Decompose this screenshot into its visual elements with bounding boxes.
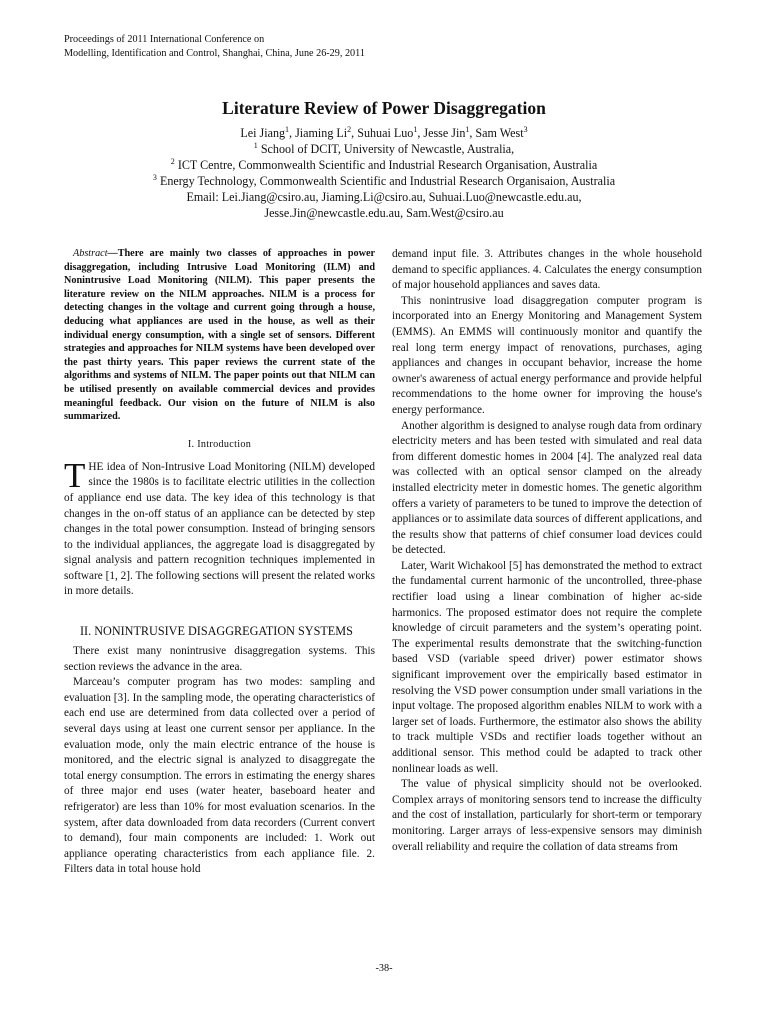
affiliation-number: 2 — [170, 156, 175, 166]
email-line-2: Jesse.Jin@newcastle.edu.au, Sam.West@csiro.au — [264, 206, 504, 220]
right-column — [392, 247, 702, 855]
author-affiliation-mark: 2 — [347, 124, 352, 134]
affiliation-number: 1 — [253, 140, 258, 150]
body-paragraph: The value of physical simplicity should not be overlooked. Complex arrays of monitoring sensors tend to increase the difficulty and the cost of installation, particularly for short-term or temporary monitoring. Larger arrays of less-expensive sensors may diminish overall reliability and require the collation of data streams from — [392, 778, 702, 853]
author-affiliation-mark: 1 — [465, 124, 470, 134]
paper-title: Literature Review of Power Disaggregation — [222, 98, 546, 118]
author-affiliation-mark: 1 — [413, 124, 418, 134]
section-heading-introduction: I. Introduction — [187, 438, 252, 450]
abstract-label: Abstract — [73, 248, 108, 259]
intro-text: HE idea of Non-Intrusive Load Monitoring (NILM) developed since the 1980s is to facilitate electric utilities in the collection of appliance end use data. The key idea of this technology is that changes in the on-off status of an appliance can be detected by step changes in the total power consumption. Instead of bringing sensors to the individual appliances, the aggregate load is disaggregated by signal analysis and pattern recognition techniques implemented in software [1, 2]. The following sections will present the related works in more details. — [64, 460, 375, 598]
body-paragraph: There exist many nonintrusive disaggregation systems. This section reviews the advance in the area. — [64, 645, 375, 673]
email-line-1: Email: Lei.Jiang@csiro.au, Jiaming.Li@csiro.au, Suhuai.Luo@newcastle.edu.au, — [186, 190, 582, 204]
author-affiliation-mark: 1 — [285, 124, 290, 134]
abstract — [64, 247, 375, 424]
author-affiliation-mark: 3 — [523, 124, 528, 134]
intro-paragraph — [64, 455, 375, 600]
author-name: Suhuai Luo — [357, 126, 414, 140]
affiliation-line — [0, 157, 768, 173]
affiliation-text: Energy Technology, Commonwealth Scientific and Industrial Research Organisaion, Australia — [159, 174, 616, 188]
drop-cap: T — [64, 455, 86, 495]
body-paragraph: Marceau’s computer program has two modes: sampling and evaluation [3]. In the sampling mode, the operating characteristics of each end use are determined from data collected over a period of several days using at least one current sensor per appliance. In the evaluation mode, only the main electric entrance of the house is monitored, and the electric signal is analyzed to disaggregate the total energy consumption. The errors in estimating the energy shares of three major end uses (water heater, baseboard heater and refrigerator) are less than 10% for most evaluation scenarios. In the system, after data downloaded from data recorders (Current convert to demand), four main components are included: 1. Work out appliance operating characteristics from each appliance file. 2. Filters data in total house hold — [64, 676, 375, 876]
body-paragraph: This nonintrusive load disaggregation computer program is incorporated into an Energy Monitoring and Management System (EMMS). An EMMS will continuously monitor and quantify the real long term energy impact of renovations, purchases, aging appliances and changes in occupant behavior, increase the home owner's awareness of actual energy performance and provide helpful recommendations to the home owner for improving the house's energy performance. — [392, 294, 702, 416]
proceedings-header — [64, 33, 484, 61]
proceedings-line-2: Modelling, Identification and Control, Shanghai, China, June 26-29, 2011 — [64, 48, 365, 59]
author-name: Lei Jiang — [240, 126, 286, 140]
section-heading-nilm: II. NONINTRUSIVE DISAGGREGATION SYSTEMS — [80, 624, 353, 639]
author-block — [0, 125, 768, 221]
affiliation-number: 3 — [152, 172, 157, 182]
author-name: Sam West — [475, 126, 524, 140]
body-paragraph: Later, Warit Wichakool [5] has demonstrated the method to extract the fundamental current harmonic of the uncontrolled, three-phase rectifier load using a linear combination of higher ac-side harmonics. The proposed estimator does not require the complete knowledge of circuit parameters and the system’s operating point. The experimental results demonstrate that the switching-function based VSD (variable speed driver) power estimator shows significant improvement over the empirically based estimator in resolving the VSD power consumption under small variations in the input voltage. The proposed algorithm enables NILM to work with a larger set of loads. Furthermore, the estimator also shows the ability to track multiple VSDs and rectifier loads together without an additional sensor. This method could be adapted to track other nonlinear loads as well. — [392, 559, 702, 775]
author-line: Lei Jiang$^1$, Jiaming Li$^2$, Suhuai Luo$^1$, Jesse Jin$^1$, Sam West$^3$ — [240, 124, 528, 140]
author-name: Jiaming Li — [295, 126, 348, 140]
author-name: Jesse Jin — [423, 126, 466, 140]
proceedings-line-1: Proceedings of 2011 International Conference on — [64, 34, 265, 45]
page-number: -38- — [375, 963, 393, 974]
abstract-text: —There are mainly two classes of approaches in power disaggregation, including Intrusive Load Monitoring (ILM) and Nonintrusive Load Monitoring (NILM). This paper presents the literature review on the NILM approaches. NILM is a process for detecting changes in the voltage and current going through a house, deducing what appliances are used in the house, as well as their individual energy consumption, with a single set of sensors. Different strategies and approaches for NILM systems have been developed over the past thirty years. This paper reviews the current state of the algorithms and systems of NILM. The paper points out that NILM can be utilised presently on available commercial devices and provides meaningful feedback. Our vision on the future of NILM is also summarized. — [64, 248, 375, 423]
affiliation-line — [0, 141, 768, 157]
body-paragraph: demand input file. 3. Attributes changes in the whole household demand to specific appliances. 4. Calculates the energy consumption of major household appliances and saves data. — [392, 248, 702, 292]
affiliation-line — [0, 173, 768, 189]
affiliation-text: ICT Centre, Commonwealth Scientific and Industrial Research Organisation, Australia — [177, 158, 598, 172]
left-column — [64, 247, 375, 878]
affiliation-text: School of DCIT, University of Newcastle, Australia, — [260, 142, 515, 156]
body-paragraph: Another algorithm is designed to analyse rough data from ordinary electricity meters and has been tested with simulated and real data from different domestic homes in 2004 [4]. The analyzed real data was collected with an optical sensor clamped on the already installed electricity meter in domestic homes. The genetic algorithm offers a variety of parameters to be tuned to improve the detection of appliances or to assimilate data sources of different applications, and the results show that patterns of chief consumer load devices could be detected. — [392, 419, 702, 557]
